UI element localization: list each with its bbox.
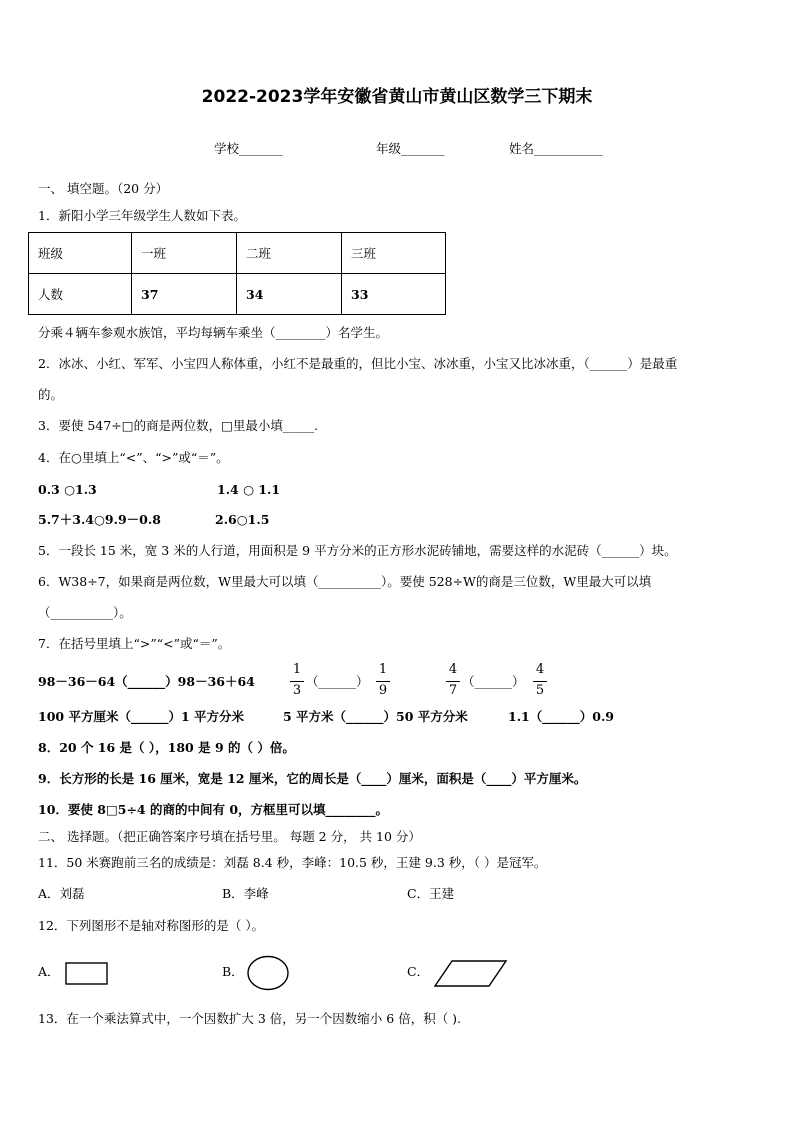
parallelogram-shape-icon bbox=[434, 960, 508, 988]
table-cell: 34 bbox=[237, 274, 342, 315]
fraction-bar bbox=[376, 681, 390, 682]
q12-text: 12．下列图形不是轴对称图形的是（ ）。 bbox=[38, 918, 265, 933]
table-cell: 人数 bbox=[29, 274, 132, 315]
q11-text: 11．50 米赛跑前三名的成绩是：刘磊 8.4 秒，李峰：10.5 秒，王建 9.3 秒，（ ）是冠军。 bbox=[38, 855, 547, 870]
school-field: 学校_______ bbox=[214, 141, 283, 156]
q4-c: 5.7＋3.4○9.9－0.8 bbox=[38, 512, 161, 527]
q4-text: 4．在○里填上“<”、“>”或“＝”。 bbox=[38, 450, 229, 465]
q7-frac-blank-2: （______） bbox=[462, 674, 525, 689]
table-cell: 37 bbox=[132, 274, 237, 315]
table-row bbox=[29, 274, 446, 315]
fraction-1-3 bbox=[290, 663, 304, 700]
q8-text: 8．20 个 16 是（ ），180 是 9 的（ ）倍。 bbox=[38, 740, 295, 755]
fraction-4-5 bbox=[533, 663, 547, 700]
q7-a: 98－36－64（______）98－36＋64 bbox=[38, 674, 255, 689]
table-row bbox=[29, 233, 446, 274]
fraction-1-9 bbox=[376, 663, 390, 700]
table-cell: 一班 bbox=[132, 233, 237, 274]
q12-option-a: A． bbox=[38, 964, 60, 979]
table-cell: 33 bbox=[342, 274, 446, 315]
q7-d: 1.1（______）0.9 bbox=[508, 709, 614, 724]
fraction-bar bbox=[290, 681, 304, 682]
q12-option-c: C． bbox=[407, 964, 430, 979]
fraction-numerator: 1 bbox=[292, 662, 302, 677]
fraction-bar bbox=[533, 681, 547, 682]
fraction-denominator: 7 bbox=[448, 683, 458, 698]
page-title: 2022-2023学年安徽省黄山市黄山区数学三下期末 bbox=[201, 87, 593, 107]
q5-text: 5．一段长 15 米，宽 3 米的人行道，用面积是 9 平方分米的正方形水泥砖铺地，需要这样的水泥砖（______）块。 bbox=[38, 543, 677, 558]
q4-a: 0.3 ○1.3 bbox=[38, 482, 97, 497]
q6-line2: （__________）。 bbox=[38, 605, 132, 620]
fraction-denominator: 5 bbox=[535, 683, 545, 698]
fraction-denominator: 3 bbox=[292, 683, 302, 698]
fraction-numerator: 4 bbox=[535, 662, 545, 677]
q2-line2: 的。 bbox=[38, 387, 64, 402]
rectangle-shape-icon bbox=[65, 962, 109, 986]
q7-c: 5 平方米（______）50 平方分米 bbox=[283, 709, 468, 724]
table-cell: 三班 bbox=[342, 233, 446, 274]
fraction-bar bbox=[446, 681, 460, 682]
q11-option-c: C．王建 bbox=[407, 886, 455, 901]
q10-text: 10．要使 8□5÷4 的商的中间有 0，方框里可以填________。 bbox=[38, 802, 389, 817]
q13-text: 13．在一个乘法算式中，一个因数扩大 3 倍，另一个因数缩小 6 倍，积（ ). bbox=[38, 1011, 462, 1026]
grade-field: 年级_______ bbox=[376, 141, 445, 156]
fraction-numerator: 1 bbox=[378, 662, 388, 677]
class-table bbox=[28, 232, 446, 315]
q11-option-b: B．李峰 bbox=[222, 886, 269, 901]
q7-frac-blank-1: （______） bbox=[306, 674, 369, 689]
q3-text: 3．要使 547÷□的商是两位数，□里最小填_____. bbox=[38, 418, 319, 433]
q12-option-b: B． bbox=[222, 964, 244, 979]
q1-text: 1．新阳小学三年级学生人数如下表。 bbox=[38, 208, 246, 223]
q7-b: 100 平方厘米（______）1 平方分米 bbox=[38, 709, 244, 724]
table-cell: 二班 bbox=[237, 233, 342, 274]
fraction-numerator: 4 bbox=[448, 662, 458, 677]
table-cell: 班级 bbox=[29, 233, 132, 274]
section1-heading: 一、 填空题。（20 分） bbox=[38, 181, 169, 196]
q6-line1: 6．W38÷7，如果商是两位数，W里最大可以填（__________）。要使 528÷W的商是三位数，W里最大可以填 bbox=[38, 574, 652, 589]
fraction-denominator: 9 bbox=[378, 683, 388, 698]
q1-after: 分乘４辆车参观水族馆，平均每辆车乘坐（________）名学生。 bbox=[38, 325, 389, 340]
section2-heading: 二、 选择题。（把正确答案序号填在括号里。 每题 2 分， 共 10 分） bbox=[38, 829, 421, 844]
q4-d: 2.6○1.5 bbox=[215, 512, 270, 527]
circle-shape-icon bbox=[246, 955, 290, 991]
name-field: 姓名___________ bbox=[509, 141, 603, 156]
fraction-4-7 bbox=[446, 663, 460, 700]
q7-text: 7．在括号里填上“>”“<”或“＝”。 bbox=[38, 636, 231, 651]
q4-b: 1.4 ○ 1.1 bbox=[217, 482, 281, 497]
q9-text: 9．长方形的长是 16 厘米，宽是 12 厘米，它的周长是（____）厘米，面积是（____）平方厘米。 bbox=[38, 771, 587, 786]
q11-option-a: A．刘磊 bbox=[38, 886, 85, 901]
q2-line1: 2．冰冰、小红、军军、小宝四人称体重，小红不是最重的，但比小宝、冰冰重，小宝又比冰冰重，（______）是最重 bbox=[38, 356, 678, 371]
